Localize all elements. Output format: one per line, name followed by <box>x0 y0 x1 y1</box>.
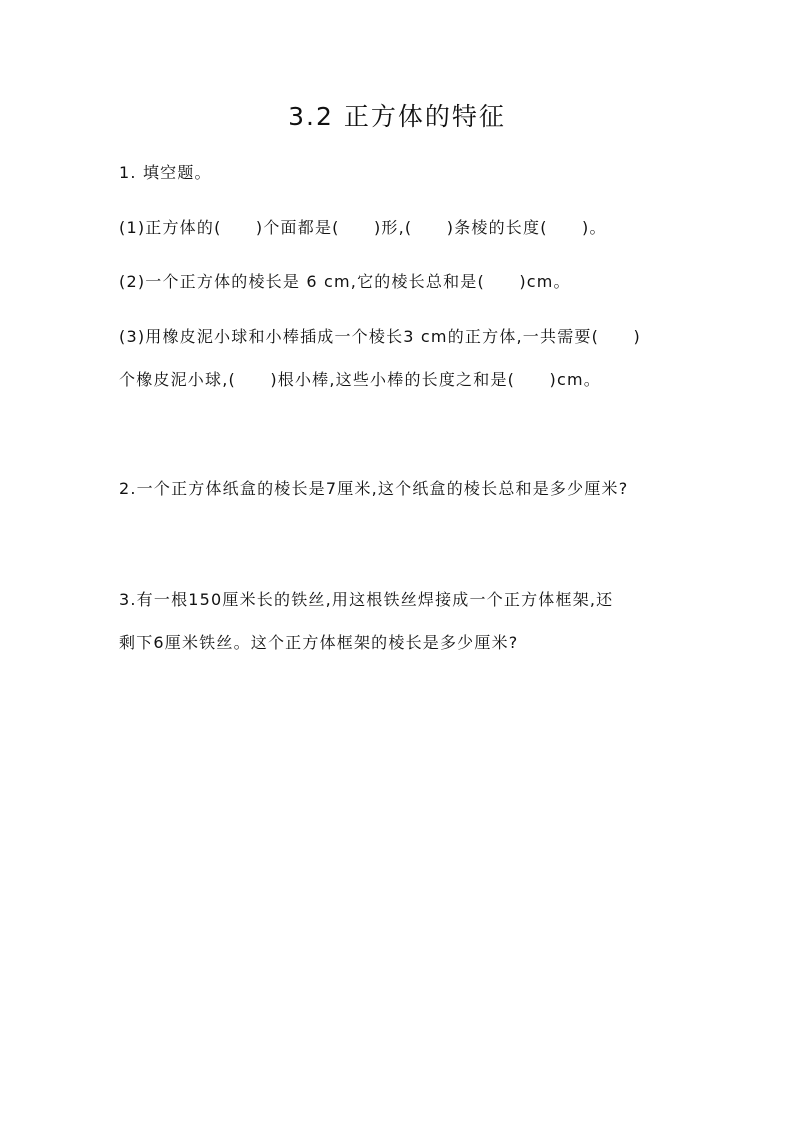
question-1-2: (2)一个正方体的棱长是 6 cm,它的棱长总和是( )cm。 <box>119 272 571 291</box>
section1-heading: 1. 填空题。 <box>119 163 212 182</box>
question-2: 2.一个正方体纸盒的棱长是7厘米,这个纸盒的棱长总和是多少厘米? <box>119 479 629 498</box>
question-1-3-line1: (3)用橡皮泥小球和小棒插成一个棱长3 cm的正方体,一共需要( ) <box>119 327 641 346</box>
question-1-1: (1)正方体的( )个面都是( )形,( )条棱的长度( )。 <box>119 218 607 237</box>
question-3-line2: 剩下6厘米铁丝。这个正方体框架的棱长是多少厘米? <box>119 633 519 652</box>
question-3-line1: 3.有一根150厘米长的铁丝,用这根铁丝焊接成一个正方体框架,还 <box>119 590 614 609</box>
page-title: 3.2 正方体的特征 <box>288 102 506 131</box>
question-1-3-line2: 个橡皮泥小球,( )根小棒,这些小棒的长度之和是( )cm。 <box>119 370 601 389</box>
